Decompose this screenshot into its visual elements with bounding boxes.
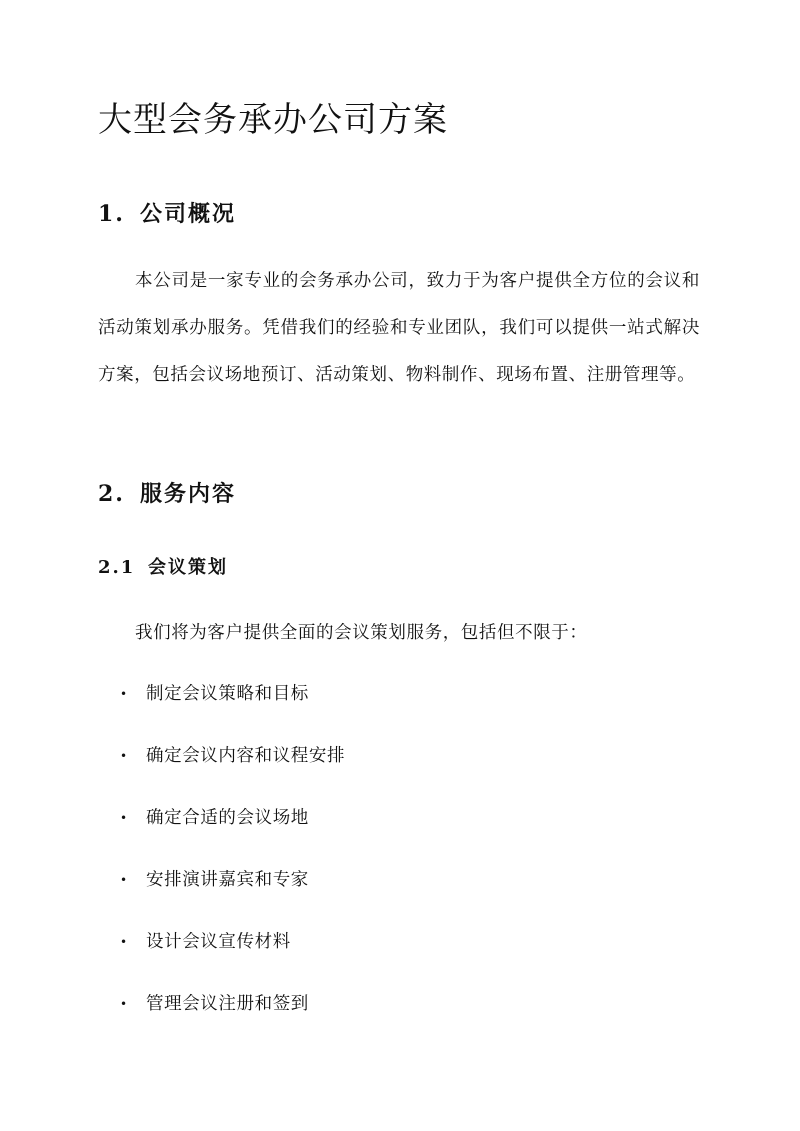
bullet-icon: • xyxy=(120,935,128,949)
list-item xyxy=(98,680,345,742)
service-bullet-list xyxy=(98,680,345,1052)
list-item xyxy=(98,866,345,928)
section-heading-2 xyxy=(98,478,236,510)
bullet-icon: • xyxy=(120,997,128,1011)
subsection-heading-2-1 xyxy=(98,554,228,582)
document-title: 大型会务承办公司方案 xyxy=(98,100,448,140)
subsection-title: 会议策划 xyxy=(148,557,228,578)
bullet-icon: • xyxy=(120,873,128,887)
list-item xyxy=(98,990,345,1052)
list-item-text: 设计会议宣传材料 xyxy=(146,932,291,952)
section-heading-1 xyxy=(98,198,236,230)
list-item xyxy=(98,804,345,866)
company-overview-paragraph: 本公司是一家专业的会务承办公司，致力于为客户提供全方位的会议和活动策划承办服务。凭借我们的经验和专业团队，我们可以提供一站式解决方案，包括会议场地预订、活动策划、物料制作、现场布置、注册管理等。 xyxy=(98,271,700,385)
list-item-text: 确定会议内容和议程安排 xyxy=(146,746,346,766)
meeting-planning-intro: 我们将为客户提供全面的会议策划服务，包括但不限于： xyxy=(135,623,588,643)
list-item-text: 确定合适的会议场地 xyxy=(146,808,309,828)
list-item-text: 制定会议策略和目标 xyxy=(146,684,309,704)
list-item-text: 安排演讲嘉宾和专家 xyxy=(146,870,309,890)
bullet-icon: • xyxy=(120,749,128,763)
bullet-icon: • xyxy=(120,687,128,701)
bullet-icon: • xyxy=(120,811,128,825)
list-item xyxy=(98,742,345,804)
list-item-text: 管理会议注册和签到 xyxy=(146,994,309,1014)
section-number: 2. xyxy=(98,481,125,507)
section-title: 公司概况 xyxy=(140,201,237,227)
list-item xyxy=(98,928,345,990)
subsection-number: 2.1 xyxy=(98,557,136,578)
section-number: 1. xyxy=(98,201,125,227)
section-title: 服务内容 xyxy=(140,481,237,507)
